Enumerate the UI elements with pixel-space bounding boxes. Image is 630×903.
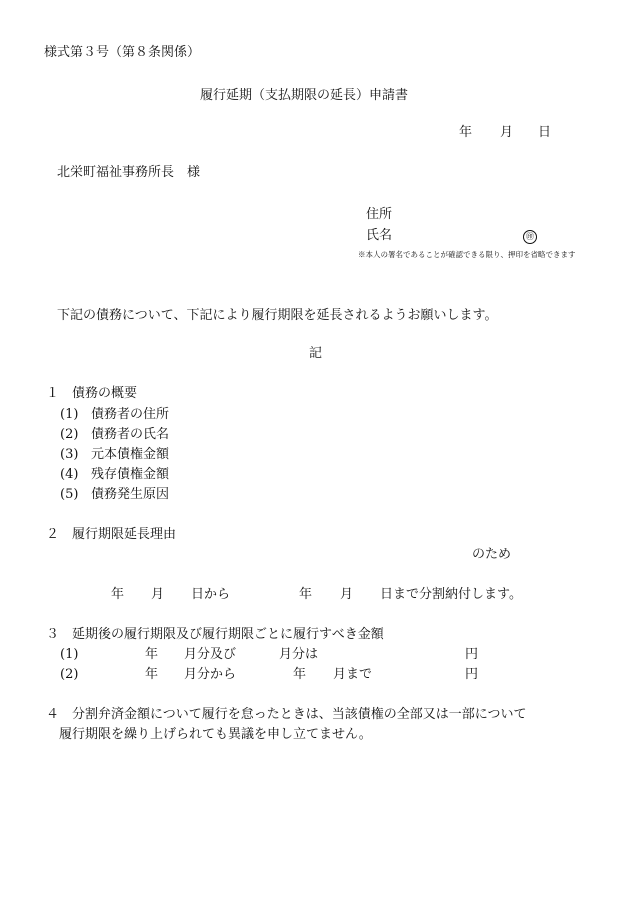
row-year: 年 (145, 667, 159, 682)
date-month-label: 月 (500, 125, 514, 140)
row-month-part: 月分及び (184, 647, 237, 662)
addressee: 北栄町福祉事務所長 様 (57, 165, 201, 180)
section-4-line1: ４ 分割弁済金額について履行を怠ったときは、当該債権の全部又は一部について (46, 707, 527, 722)
row-number: (2) (60, 667, 79, 682)
section-1-heading: １ 債務の概要 (46, 386, 138, 401)
section-2-heading: ２ 履行期限延長理由 (46, 527, 177, 542)
item-number: (4) (60, 467, 79, 482)
item-label: 債務者の氏名 (91, 427, 170, 442)
address-label: 住所 (366, 207, 393, 222)
date-year-label: 年 (459, 125, 473, 140)
section-4-line2: 履行期限を繰り上げられても異議を申し立てません。 (59, 727, 372, 742)
form-number: 様式第３号（第８条関係） (44, 45, 201, 60)
date-day-label: 日 (538, 125, 552, 140)
item-label: 債務発生原因 (91, 487, 170, 502)
ki-marker: 記 (309, 346, 323, 361)
item-number: (3) (60, 447, 79, 462)
document-title: 履行延期（支払期限の延長）申請書 (200, 88, 409, 103)
row-number: (1) (60, 647, 79, 662)
row-month-part2: 月分は (279, 647, 319, 662)
row-yen: 円 (465, 667, 479, 682)
period-year1: 年 (111, 587, 125, 602)
item-number: (1) (60, 407, 79, 422)
period-year2: 年 (299, 587, 313, 602)
row-month-part: 月分から (184, 667, 237, 682)
period-day-from: 日から (191, 587, 231, 602)
row-year: 年 (145, 647, 159, 662)
period-month2: 月 (340, 587, 354, 602)
period-day-until: 日まで分割納付します。 (380, 587, 522, 602)
item-number: (2) (60, 427, 79, 442)
row-month-part2: 月まで (333, 667, 373, 682)
section-3-heading: ３ 延期後の履行期限及び履行期限ごとに履行すべき金額 (46, 627, 384, 642)
request-text: 下記の債務について、下記により履行期限を延長されるようお願いします。 (57, 308, 498, 323)
row-year2: 年 (293, 667, 307, 682)
item-label: 残存債権金額 (91, 467, 170, 482)
reason-suffix: のため (472, 547, 512, 562)
item-number: (5) (60, 487, 79, 502)
item-label: 元本債権金額 (91, 447, 170, 462)
period-month1: 月 (151, 587, 165, 602)
signature-note: ※本人の署名であることが確認できる限り、押印を省略できます (358, 250, 576, 259)
row-yen: 円 (465, 647, 479, 662)
name-label: 氏名 (366, 228, 393, 243)
seal-icon: ㊞ (523, 228, 537, 244)
item-label: 債務者の住所 (91, 407, 170, 422)
